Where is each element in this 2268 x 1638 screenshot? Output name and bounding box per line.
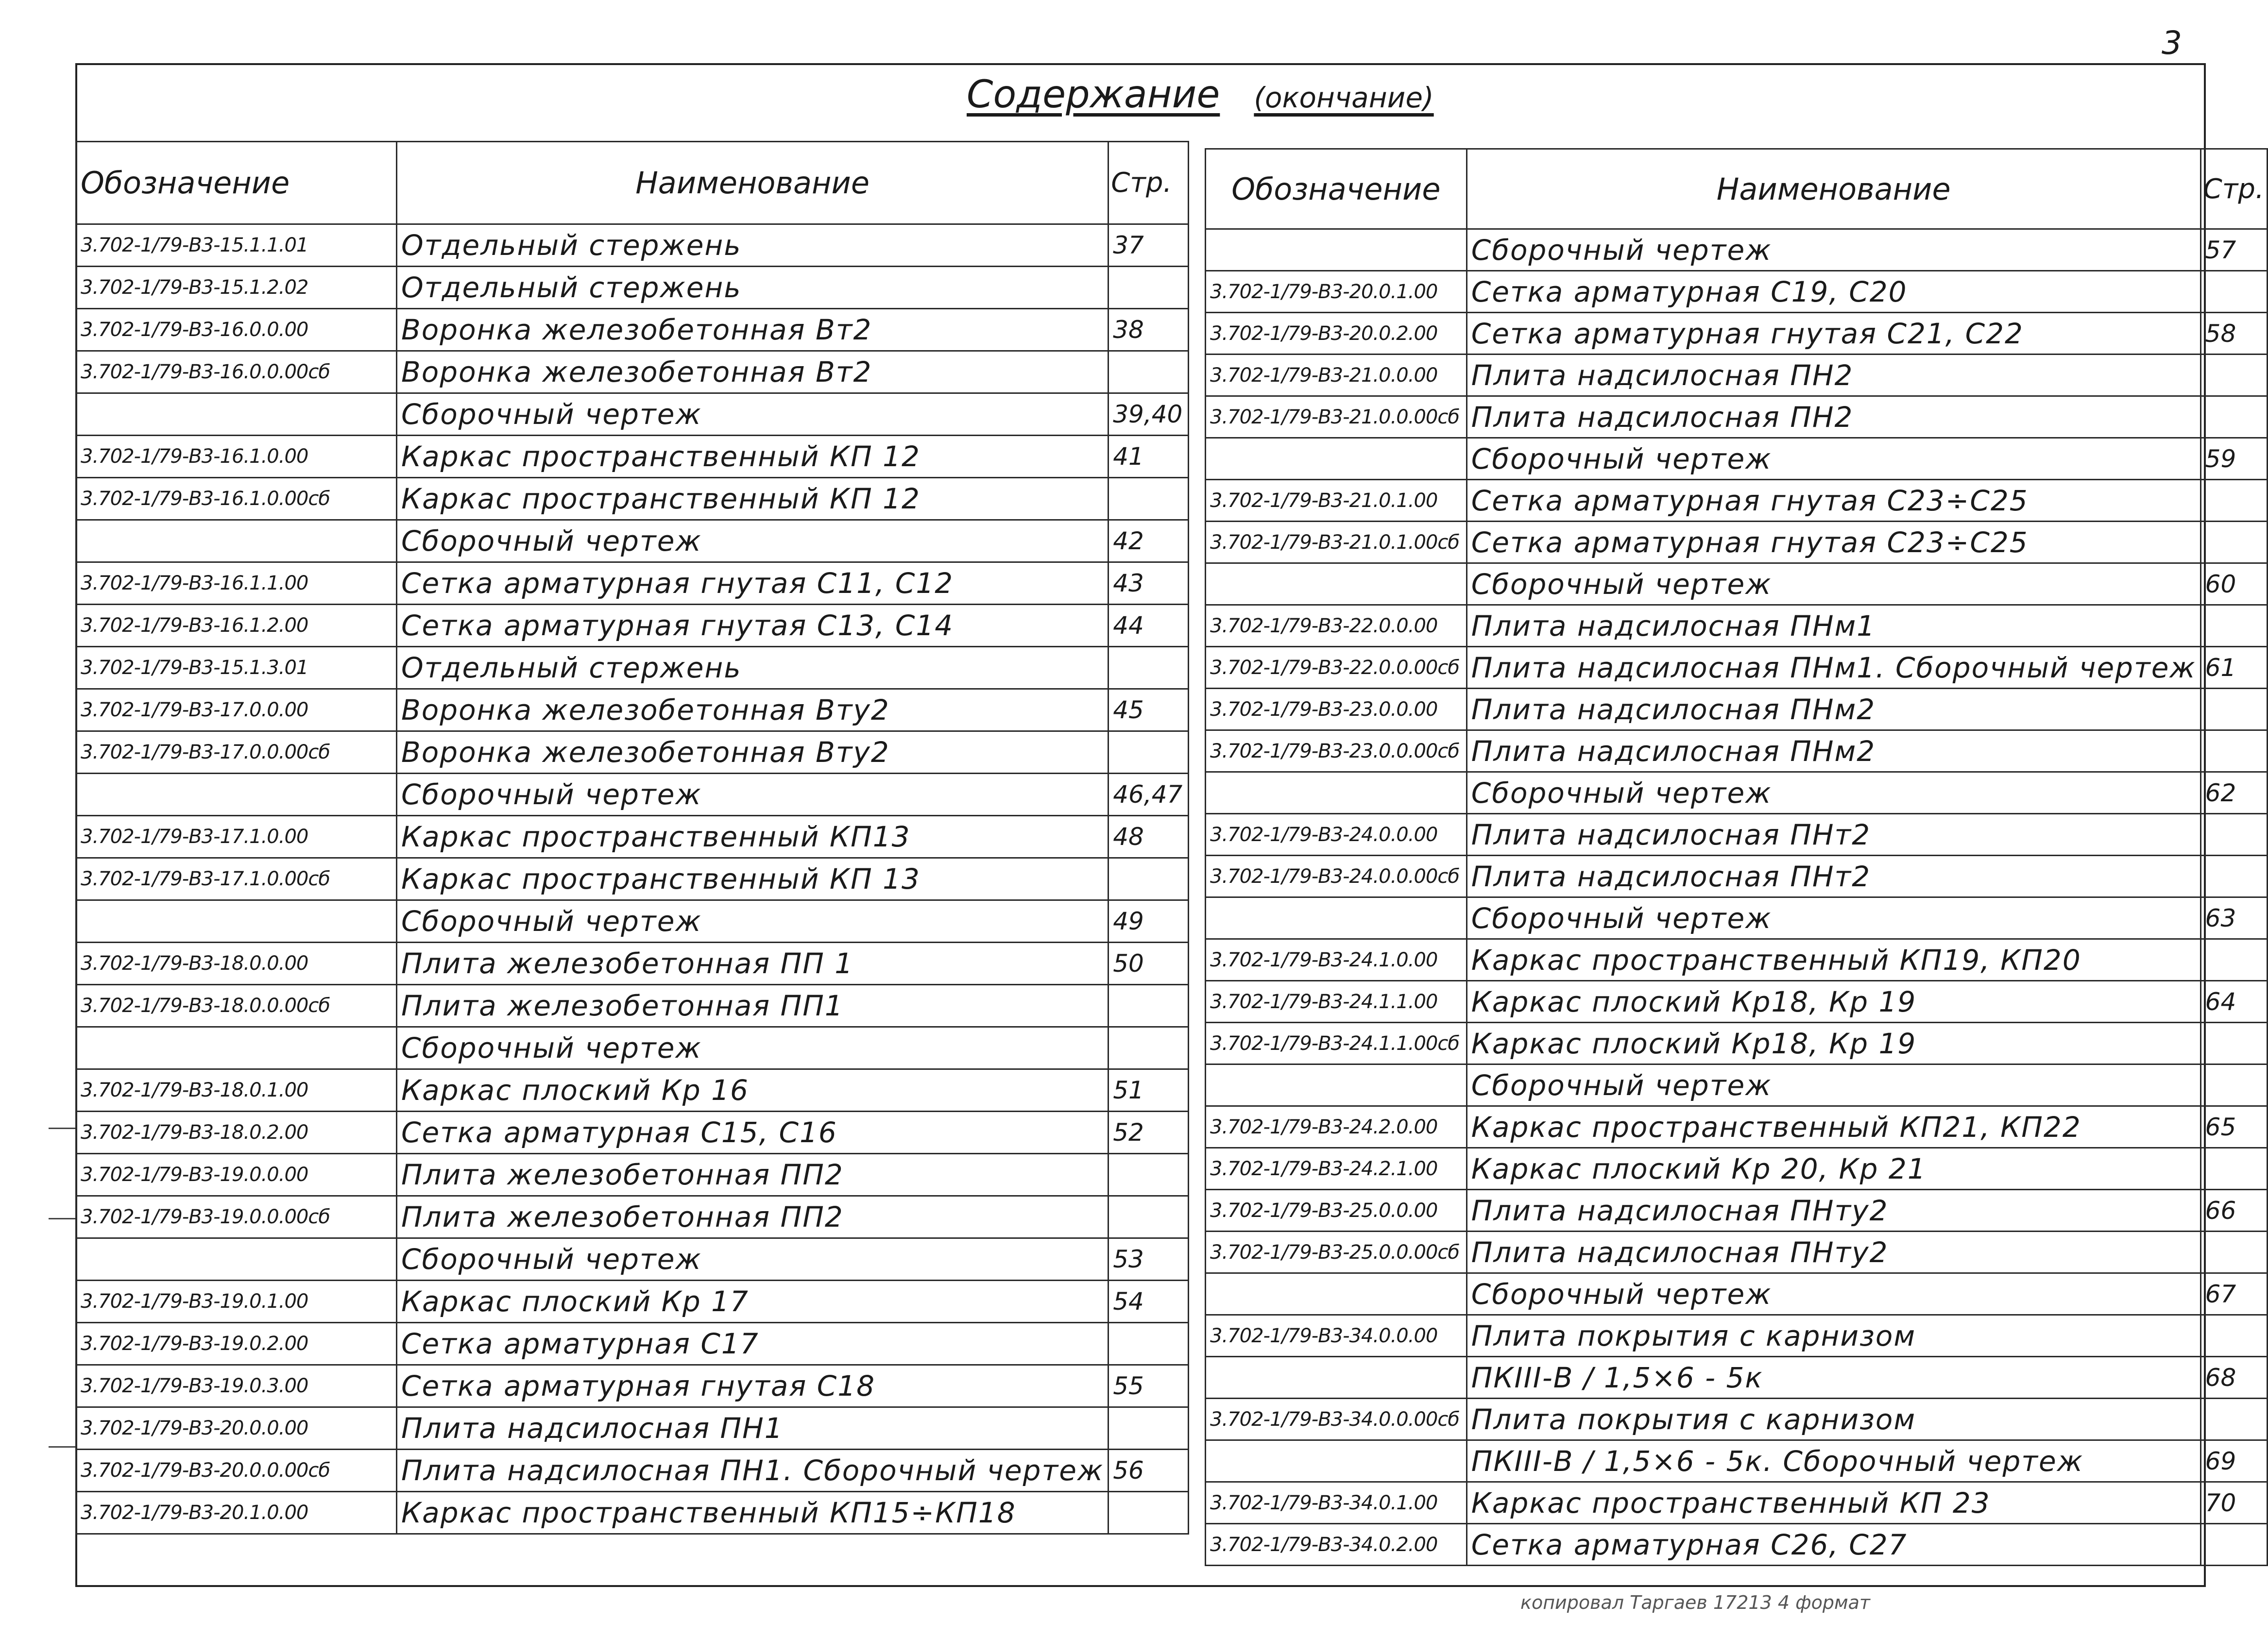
name-cell: Плита надсилосная ПН2: [1467, 396, 2200, 438]
table-row: [1206, 1190, 2268, 1232]
name-cell: ПКIII-В / 1,5×6 - 5к: [1467, 1357, 2200, 1399]
table-row: [1206, 1524, 2268, 1566]
table-row: [1206, 647, 2268, 689]
table-row: [1206, 772, 2268, 814]
page-cell: [1108, 985, 1189, 1027]
name-cell: Каркас плоский Кр18, Кр 19: [1467, 1023, 2200, 1064]
right-table-body: [1206, 229, 2268, 1566]
code-cell: 3.702-1/79-В3-24.2.0.00: [1206, 1106, 1467, 1148]
code-cell: 3.702-1/79-В3-16.1.2.00: [76, 605, 397, 647]
page-cell: [2200, 730, 2267, 772]
code-cell: [76, 1027, 397, 1069]
code-cell: 3.702-1/79-В3-20.1.0.00: [76, 1492, 397, 1534]
table-row: [76, 436, 1189, 478]
code-cell: 3.702-1/79-В3-17.0.0.00: [76, 689, 397, 731]
code-cell: 3.702-1/79-В3-18.0.2.00: [76, 1112, 397, 1154]
table-row: [1206, 1232, 2268, 1273]
table-row: [76, 393, 1189, 436]
name-cell: Каркас пространственный КП 12: [397, 436, 1108, 478]
name-cell: Плита надсилосная ПНту2: [1467, 1232, 2200, 1273]
code-cell: 3.702-1/79-В3-16.0.0.00сб: [76, 351, 397, 393]
name-cell: Сетка арматурная гнутая С23÷С25: [1467, 480, 2200, 522]
table-row: [1206, 1148, 2268, 1190]
table-row: [1206, 605, 2268, 647]
table-row: [76, 900, 1189, 943]
table-row: [1206, 438, 2268, 480]
table-row: [76, 689, 1189, 731]
code-cell: 3.702-1/79-В3-23.0.0.00сб: [1206, 730, 1467, 772]
page-cell: [2200, 396, 2267, 438]
code-cell: 3.702-1/79-В3-25.0.0.00: [1206, 1190, 1467, 1232]
page-cell: 49: [1108, 900, 1189, 943]
page-cell: [2200, 522, 2267, 563]
code-cell: 3.702-1/79-В3-24.1.0.00: [1206, 939, 1467, 981]
page-cell: 65: [2200, 1106, 2267, 1148]
code-cell: 3.702-1/79-В3-19.0.2.00: [76, 1323, 397, 1365]
name-cell: Плита надсилосная ПНм1: [1467, 605, 2200, 647]
page-cell: [2200, 856, 2267, 897]
name-cell: Сборочный чертеж: [397, 520, 1108, 562]
name-cell: Сетка арматурная гнутая С21, С22: [1467, 313, 2200, 355]
table-row: [76, 562, 1189, 605]
table-row: [1206, 689, 2268, 730]
name-cell: Сборочный чертеж: [1467, 229, 2200, 271]
name-cell: Каркас плоский Кр 20, Кр 21: [1467, 1148, 2200, 1190]
code-cell: 3.702-1/79-В3-18.0.0.00сб: [76, 985, 397, 1027]
page-cell: [2200, 939, 2267, 981]
table-row: [76, 731, 1189, 774]
name-cell: Сетка арматурная гнутая С23÷С25: [1467, 522, 2200, 563]
code-cell: [1206, 1273, 1467, 1315]
copy-stamp-note: копировал Таргаев 17213 4 формат: [1520, 1592, 1871, 1613]
code-cell: 3.702-1/79-В3-17.0.0.00сб: [76, 731, 397, 774]
code-cell: 3.702-1/79-В3-23.0.0.00: [1206, 689, 1467, 730]
code-cell: 3.702-1/79-В3-20.0.1.00: [1206, 271, 1467, 313]
page-cell: [2200, 1148, 2267, 1190]
code-cell: 3.702-1/79-В3-19.0.1.00: [76, 1281, 397, 1323]
table-row: [76, 267, 1189, 309]
page-cell: [2200, 1524, 2267, 1566]
page-cell: 64: [2200, 981, 2267, 1023]
page-cell: [2200, 605, 2267, 647]
name-cell: Каркас пространственный КП21, КП22: [1467, 1106, 2200, 1148]
name-cell: Сетка арматурная гнутая С11, С12: [397, 562, 1108, 605]
page-cell: 68: [2200, 1357, 2267, 1399]
name-cell: Плита железобетонная ПП2: [397, 1196, 1108, 1238]
table-row: [76, 858, 1189, 900]
table-row: [1206, 1023, 2268, 1064]
page-cell: [1108, 1492, 1189, 1534]
page-number: 3: [2162, 24, 2182, 62]
code-cell: 3.702-1/79-В3-21.0.0.00сб: [1206, 396, 1467, 438]
name-cell: Каркас пространственный КП 23: [1467, 1482, 2200, 1524]
name-cell: Плита надсилосная ПНм1. Сборочный чертеж: [1467, 647, 2200, 689]
code-cell: 3.702-1/79-В3-16.1.0.00: [76, 436, 397, 478]
name-cell: Каркас плоский Кр 17: [397, 1281, 1108, 1323]
name-cell: Сборочный чертеж: [397, 900, 1108, 943]
table-row: [76, 1450, 1189, 1492]
page-cell: [2200, 1399, 2267, 1440]
left-header-row: [76, 142, 1189, 224]
table-row: [76, 1407, 1189, 1450]
header-page: Стр.: [2200, 149, 2267, 229]
name-cell: Отдельный стержень: [397, 224, 1108, 267]
table-row: [76, 1238, 1189, 1281]
margin-tick: [49, 1128, 75, 1129]
table-row: [76, 1323, 1189, 1365]
code-cell: 3.702-1/79-В3-16.0.0.00: [76, 309, 397, 351]
table-row: [76, 478, 1189, 520]
page-cell: 61: [2200, 647, 2267, 689]
name-cell: Сетка арматурная гнутая С13, С14: [397, 605, 1108, 647]
code-cell: [1206, 229, 1467, 271]
code-cell: 3.702-1/79-В3-25.0.0.00сб: [1206, 1232, 1467, 1273]
table-row: [1206, 522, 2268, 563]
page-cell: 48: [1108, 816, 1189, 858]
code-cell: 3.702-1/79-В3-15.1.2.02: [76, 267, 397, 309]
name-cell: Каркас пространственный КП13: [397, 816, 1108, 858]
name-cell: Каркас плоский Кр18, Кр 19: [1467, 981, 2200, 1023]
header-name: Наименование: [397, 142, 1108, 224]
page-cell: [1108, 1196, 1189, 1238]
code-cell: 3.702-1/79-В3-17.1.0.00: [76, 816, 397, 858]
table-row: [1206, 480, 2268, 522]
code-cell: 3.702-1/79-В3-24.0.0.00: [1206, 814, 1467, 856]
name-cell: Плита надсилосная ПН1. Сборочный чертеж: [397, 1450, 1108, 1492]
page-cell: [1108, 731, 1189, 774]
page-cell: 56: [1108, 1450, 1189, 1492]
page-cell: 55: [1108, 1365, 1189, 1407]
name-cell: Сборочный чертеж: [1467, 1273, 2200, 1315]
code-cell: 3.702-1/79-В3-24.2.1.00: [1206, 1148, 1467, 1190]
code-cell: [1206, 1357, 1467, 1399]
table-row: [1206, 814, 2268, 856]
code-cell: [76, 520, 397, 562]
table-row: [76, 943, 1189, 985]
page-cell: 62: [2200, 772, 2267, 814]
header-code: Обозначение: [1206, 149, 1467, 229]
code-cell: [1206, 1440, 1467, 1482]
page-cell: 38: [1108, 309, 1189, 351]
table-row: [76, 1112, 1189, 1154]
table-row: [1206, 1315, 2268, 1357]
code-cell: [1206, 1064, 1467, 1106]
name-cell: Отдельный стержень: [397, 267, 1108, 309]
code-cell: 3.702-1/79-В3-19.0.0.00: [76, 1154, 397, 1196]
name-cell: Каркас пространственный КП 13: [397, 858, 1108, 900]
table-row: [76, 351, 1189, 393]
name-cell: Сетка арматурная С15, С16: [397, 1112, 1108, 1154]
page-cell: 37: [1108, 224, 1189, 267]
page-cell: 41: [1108, 436, 1189, 478]
page-cell: [1108, 1027, 1189, 1069]
code-cell: 3.702-1/79-В3-21.0.0.00: [1206, 355, 1467, 396]
code-cell: 3.702-1/79-В3-15.1.1.01: [76, 224, 397, 267]
name-cell: Плита надсилосная ПНт2: [1467, 856, 2200, 897]
page-cell: 67: [2200, 1273, 2267, 1315]
table-row: [76, 1027, 1189, 1069]
left-table-body: [76, 224, 1189, 1534]
code-cell: 3.702-1/79-В3-20.0.2.00: [1206, 313, 1467, 355]
page-cell: 60: [2200, 563, 2267, 605]
code-cell: [76, 1238, 397, 1281]
page-cell: [1108, 267, 1189, 309]
code-cell: [1206, 563, 1467, 605]
table-row: [1206, 939, 2268, 981]
title-text: Содержание: [967, 73, 1220, 117]
page-cell: 53: [1108, 1238, 1189, 1281]
name-cell: Каркас плоский Кр 16: [397, 1069, 1108, 1112]
name-cell: Плита надсилосная ПНм2: [1467, 730, 2200, 772]
page-cell: [2200, 1232, 2267, 1273]
page-cell: [1108, 1407, 1189, 1450]
header-name: Наименование: [1467, 149, 2200, 229]
page-cell: 69: [2200, 1440, 2267, 1482]
code-cell: [1206, 897, 1467, 939]
page-cell: 66: [2200, 1190, 2267, 1232]
code-cell: 3.702-1/79-В3-21.0.1.00: [1206, 480, 1467, 522]
name-cell: Воронка железобетонная Вту2: [397, 689, 1108, 731]
page-cell: 46,47: [1108, 774, 1189, 816]
code-cell: [1206, 772, 1467, 814]
name-cell: Сборочный чертеж: [1467, 897, 2200, 939]
page-cell: [2200, 689, 2267, 730]
code-cell: 3.702-1/79-В3-24.1.1.00: [1206, 981, 1467, 1023]
page-cell: [2200, 1315, 2267, 1357]
page-cell: [2200, 355, 2267, 396]
header-page: Стр.: [1108, 142, 1189, 224]
document-title: [967, 73, 1434, 117]
right-contents-table: [1205, 148, 2268, 1566]
name-cell: Сборочный чертеж: [1467, 1064, 2200, 1106]
name-cell: Плита железобетонная ПП1: [397, 985, 1108, 1027]
margin-tick: [49, 1446, 75, 1448]
page-cell: 44: [1108, 605, 1189, 647]
table-row: [1206, 1273, 2268, 1315]
table-row: [1206, 271, 2268, 313]
code-cell: 3.702-1/79-В3-19.0.0.00сб: [76, 1196, 397, 1238]
code-cell: 3.702-1/79-В3-18.0.0.00: [76, 943, 397, 985]
code-cell: 3.702-1/79-В3-19.0.3.00: [76, 1365, 397, 1407]
page-cell: 70: [2200, 1482, 2267, 1524]
name-cell: Плита железобетонная ПП2: [397, 1154, 1108, 1196]
code-cell: 3.702-1/79-В3-20.0.0.00: [76, 1407, 397, 1450]
name-cell: Сетка арматурная С19, С20: [1467, 271, 2200, 313]
name-cell: Воронка железобетонная Вту2: [397, 731, 1108, 774]
page-cell: 50: [1108, 943, 1189, 985]
table-row: [1206, 355, 2268, 396]
name-cell: Плита покрытия с карнизом: [1467, 1399, 2200, 1440]
code-cell: 3.702-1/79-В3-22.0.0.00: [1206, 605, 1467, 647]
code-cell: 3.702-1/79-В3-34.0.2.00: [1206, 1524, 1467, 1566]
header-code: Обозначение: [76, 142, 397, 224]
table-row: [76, 816, 1189, 858]
table-row: [76, 1154, 1189, 1196]
page-cell: [2200, 480, 2267, 522]
name-cell: Сетка арматурная С26, С27: [1467, 1524, 2200, 1566]
table-row: [1206, 1482, 2268, 1524]
page-cell: 42: [1108, 520, 1189, 562]
table-row: [76, 1281, 1189, 1323]
table-row: [76, 1196, 1189, 1238]
code-cell: [76, 900, 397, 943]
page-cell: [2200, 1023, 2267, 1064]
code-cell: 3.702-1/79-В3-34.0.0.00: [1206, 1315, 1467, 1357]
margin-tick: [49, 1218, 75, 1219]
title-subtitle: (окончание): [1254, 81, 1434, 114]
name-cell: Сетка арматурная гнутая С18: [397, 1365, 1108, 1407]
table-row: [76, 605, 1189, 647]
page-cell: [2200, 1064, 2267, 1106]
name-cell: Каркас пространственный КП19, КП20: [1467, 939, 2200, 981]
right-header-row: [1206, 149, 2268, 229]
name-cell: Плита надсилосная ПН2: [1467, 355, 2200, 396]
code-cell: 3.702-1/79-В3-17.1.0.00сб: [76, 858, 397, 900]
table-row: [1206, 730, 2268, 772]
name-cell: Сборочный чертеж: [397, 774, 1108, 816]
code-cell: 3.702-1/79-В3-24.0.0.00сб: [1206, 856, 1467, 897]
code-cell: [76, 393, 397, 436]
table-row: [1206, 396, 2268, 438]
code-cell: 3.702-1/79-В3-20.0.0.00сб: [76, 1450, 397, 1492]
page-cell: 54: [1108, 1281, 1189, 1323]
page-cell: [1108, 858, 1189, 900]
page-cell: [1108, 351, 1189, 393]
page-cell: 57: [2200, 229, 2267, 271]
name-cell: Сетка арматурная С17: [397, 1323, 1108, 1365]
page-cell: 51: [1108, 1069, 1189, 1112]
name-cell: Сборочный чертеж: [1467, 772, 2200, 814]
table-row: [76, 1365, 1189, 1407]
code-cell: 3.702-1/79-В3-18.0.1.00: [76, 1069, 397, 1112]
code-cell: 3.702-1/79-В3-15.1.3.01: [76, 647, 397, 689]
table-row: [1206, 229, 2268, 271]
table-row: [76, 1069, 1189, 1112]
name-cell: Плита надсилосная ПНту2: [1467, 1190, 2200, 1232]
table-row: [76, 774, 1189, 816]
page-cell: 52: [1108, 1112, 1189, 1154]
name-cell: Плита покрытия с карнизом: [1467, 1315, 2200, 1357]
name-cell: Отдельный стержень: [397, 647, 1108, 689]
page-cell: 43: [1108, 562, 1189, 605]
page-cell: 39,40: [1108, 393, 1189, 436]
name-cell: Каркас пространственный КП 12: [397, 478, 1108, 520]
name-cell: Сборочный чертеж: [1467, 563, 2200, 605]
code-cell: 3.702-1/79-В3-24.1.1.00сб: [1206, 1023, 1467, 1064]
name-cell: Сборочный чертеж: [397, 1027, 1108, 1069]
code-cell: 3.702-1/79-В3-16.1.1.00: [76, 562, 397, 605]
name-cell: Каркас пространственный КП15÷КП18: [397, 1492, 1108, 1534]
left-contents-table: [75, 141, 1189, 1535]
code-cell: 3.702-1/79-В3-34.0.1.00: [1206, 1482, 1467, 1524]
page-cell: 63: [2200, 897, 2267, 939]
table-row: [1206, 1399, 2268, 1440]
table-row: [1206, 1440, 2268, 1482]
name-cell: Плита надсилосная ПН1: [397, 1407, 1108, 1450]
page-cell: [1108, 1154, 1189, 1196]
table-row: [1206, 1106, 2268, 1148]
code-cell: 3.702-1/79-В3-16.1.0.00сб: [76, 478, 397, 520]
code-cell: 3.702-1/79-В3-22.0.0.00сб: [1206, 647, 1467, 689]
code-cell: [76, 774, 397, 816]
name-cell: Плита железобетонная ПП 1: [397, 943, 1108, 985]
code-cell: 3.702-1/79-В3-34.0.0.00сб: [1206, 1399, 1467, 1440]
name-cell: Воронка железобетонная Вт2: [397, 351, 1108, 393]
table-row: [1206, 897, 2268, 939]
name-cell: Плита надсилосная ПНт2: [1467, 814, 2200, 856]
code-cell: 3.702-1/79-В3-21.0.1.00сб: [1206, 522, 1467, 563]
name-cell: Сборочный чертеж: [397, 1238, 1108, 1281]
table-row: [76, 1492, 1189, 1534]
name-cell: Сборочный чертеж: [1467, 438, 2200, 480]
table-row: [76, 985, 1189, 1027]
table-row: [1206, 856, 2268, 897]
page-cell: [2200, 271, 2267, 313]
page-cell: 45: [1108, 689, 1189, 731]
table-row: [76, 309, 1189, 351]
page-cell: 59: [2200, 438, 2267, 480]
name-cell: Сборочный чертеж: [397, 393, 1108, 436]
table-row: [1206, 1357, 2268, 1399]
page-cell: [1108, 1323, 1189, 1365]
table-row: [1206, 563, 2268, 605]
table-row: [76, 224, 1189, 267]
name-cell: Плита надсилосная ПНм2: [1467, 689, 2200, 730]
table-row: [1206, 1064, 2268, 1106]
code-cell: [1206, 438, 1467, 480]
table-row: [1206, 981, 2268, 1023]
name-cell: Воронка железобетонная Вт2: [397, 309, 1108, 351]
page-cell: [1108, 647, 1189, 689]
name-cell: ПКIII-В / 1,5×6 - 5к. Сборочный чертеж: [1467, 1440, 2200, 1482]
table-row: [76, 520, 1189, 562]
page-cell: [1108, 478, 1189, 520]
table-row: [1206, 313, 2268, 355]
page-cell: [2200, 814, 2267, 856]
page-cell: 58: [2200, 313, 2267, 355]
table-row: [76, 647, 1189, 689]
